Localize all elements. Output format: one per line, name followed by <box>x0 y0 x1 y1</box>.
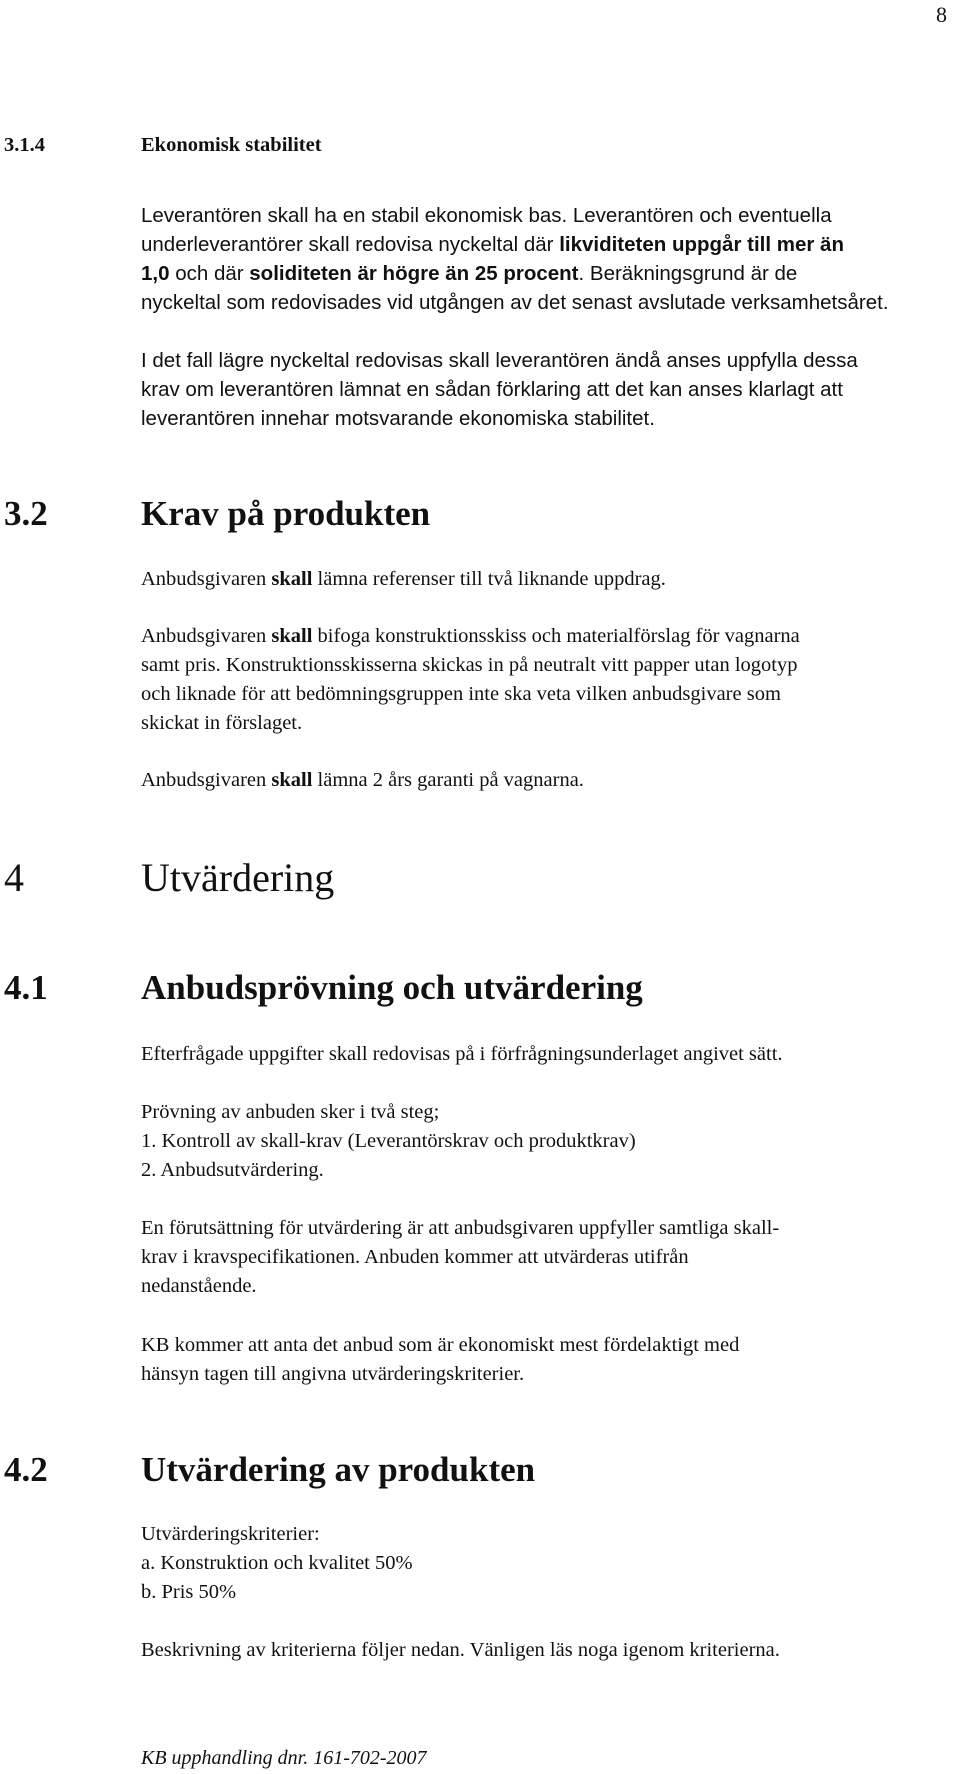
paragraph-line: Anbudsgivaren skall bifoga konstruktionsskiss och materialförslag för vagnarna <box>141 625 800 647</box>
paragraph-line: krav om leverantören lämnat en sådan förklaring att det kan anses klarlagt att <box>141 378 843 401</box>
paragraph-line: krav i kravspecifikationen. Anbuden kommer att utvärderas utifrån <box>141 1246 689 1268</box>
paragraph-line: Leverantören skall ha en stabil ekonomisk bas. Leverantören och eventuella <box>141 204 832 227</box>
paragraph-line: 1,0 och där soliditeten är högre än 25 procent. Beräkningsgrund är de <box>141 262 798 285</box>
paragraph-line: I det fall lägre nyckeltal redovisas skall leverantören ändå anses uppfylla dessa <box>141 349 858 372</box>
paragraph-line: Efterfrågade uppgifter skall redovisas på i förfrågningsunderlaget angivet sätt. <box>141 1043 783 1065</box>
section-3-2-number: 3.2 <box>4 494 48 533</box>
section-3-2-title: Krav på produkten <box>141 494 431 533</box>
list-item: 1. Kontroll av skall-krav (Leverantörskrav och produktkrav) <box>141 1130 636 1152</box>
paragraph-line: samt pris. Konstruktionsskisserna skickas in på neutralt vitt papper utan logotyp <box>141 654 798 676</box>
section-4-1-number: 4.1 <box>4 968 48 1007</box>
section-3-1-4-title: Ekonomisk stabilitet <box>141 134 322 156</box>
footer-reference: KB upphandling dnr. 161-702-2007 <box>141 1747 427 1769</box>
list-item: a. Konstruktion och kvalitet 50% <box>141 1552 413 1574</box>
section-4-1-title: Anbudsprövning och utvärdering <box>141 968 643 1007</box>
page-number: 8 <box>936 2 947 27</box>
section-4-number: 4 <box>4 855 24 900</box>
paragraph-line: Anbudsgivaren skall lämna referenser till två liknande uppdrag. <box>141 568 666 590</box>
paragraph-line: KB kommer att anta det anbud som är ekonomiskt mest fördelaktigt med <box>141 1334 740 1356</box>
paragraph-line: Prövning av anbuden sker i två steg; <box>141 1101 440 1123</box>
paragraph-line: En förutsättning för utvärdering är att anbudsgivaren uppfyller samtliga skall- <box>141 1217 780 1239</box>
paragraph-line: hänsyn tagen till angivna utvärderingskriterier. <box>141 1363 525 1385</box>
list-item: 2. Anbudsutvärdering. <box>141 1159 324 1181</box>
paragraph-line: skickat in förslaget. <box>141 712 303 734</box>
list-item: b. Pris 50% <box>141 1581 237 1603</box>
section-4-2-title: Utvärdering av produkten <box>141 1450 536 1489</box>
paragraph-line: Utvärderingskriterier: <box>141 1523 320 1545</box>
paragraph-line: nedanstående. <box>141 1275 257 1297</box>
paragraph-line: Beskrivning av kriterierna följer nedan. Vänligen läs noga igenom kriterierna. <box>141 1639 780 1661</box>
section-4-2-number: 4.2 <box>4 1450 48 1489</box>
paragraph-line: leverantören innehar motsvarande ekonomiska stabilitet. <box>141 407 655 430</box>
paragraph-line: och liknade för att bedömningsgruppen inte ska veta vilken anbudsgivare som <box>141 683 781 705</box>
paragraph-line: underleverantörer skall redovisa nyckeltal där likviditeten uppgår till mer än <box>141 233 844 256</box>
section-4-title: Utvärdering <box>141 855 335 900</box>
paragraph-line: Anbudsgivaren skall lämna 2 års garanti på vagnarna. <box>141 769 584 791</box>
section-3-1-4-number: 3.1.4 <box>4 134 45 156</box>
paragraph-line: nyckeltal som redovisades vid utgången av det senast avslutade verksamhetsåret. <box>141 291 889 314</box>
